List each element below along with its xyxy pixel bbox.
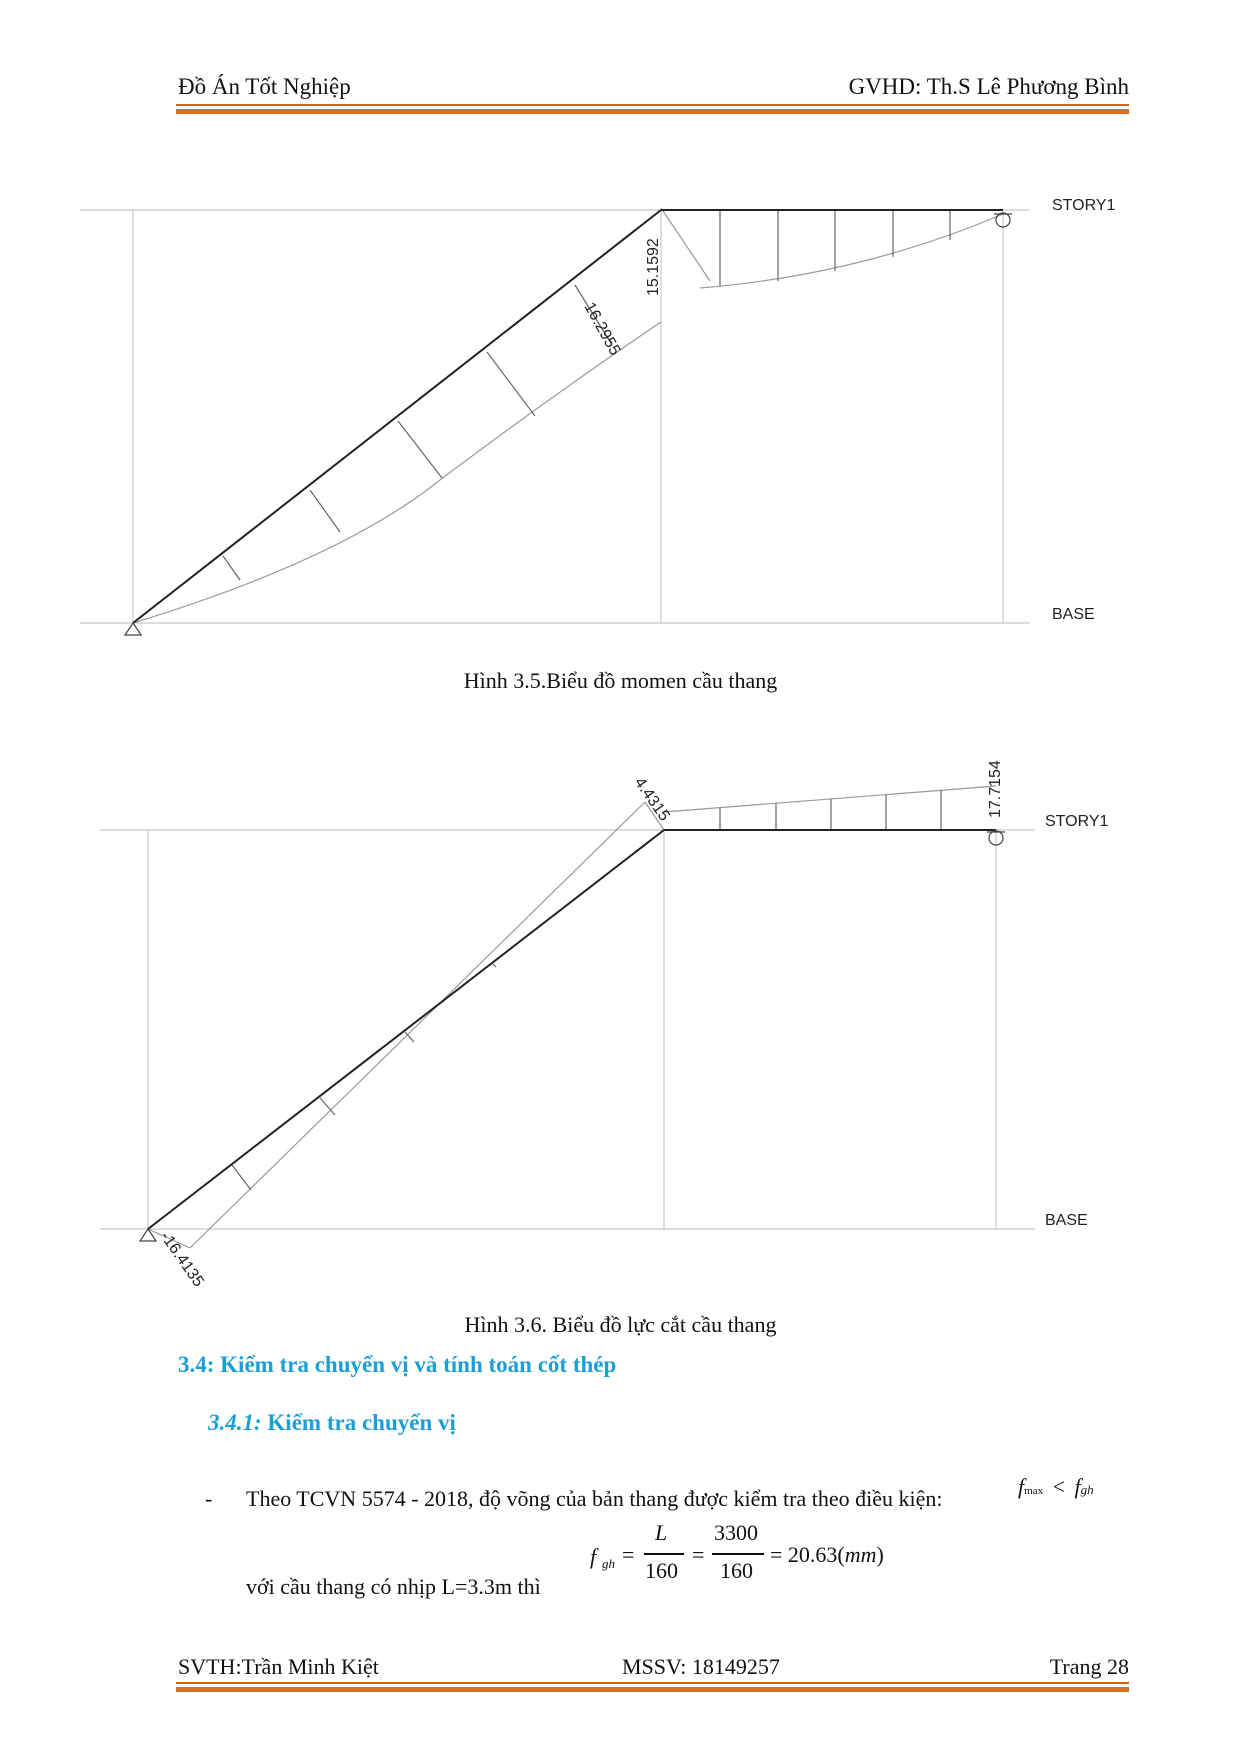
footer-student: SVTH:Trần Minh Kiệt <box>178 1654 379 1679</box>
header-title: Đồ Án Tốt Nghiệp <box>178 74 351 99</box>
subsection-heading <box>208 1410 456 1436</box>
list-dash: - <box>205 1486 213 1511</box>
deflection-limit-equation <box>588 1518 908 1588</box>
fig2-value-top-right: 17.7154 <box>987 760 1004 818</box>
fig2-value-bottom: -16.4135 <box>156 1228 207 1291</box>
cond-f: f <box>1018 1474 1025 1499</box>
eq-numerator-3300: 3300 <box>714 1520 758 1545</box>
section-heading <box>178 1352 616 1378</box>
footer-page-number: Trang 28 <box>1049 1654 1129 1679</box>
cond-f2: f <box>1074 1474 1081 1499</box>
eq-result <box>770 1542 884 1568</box>
eq-equals-2: = <box>692 1542 705 1567</box>
eq-fraction-bar-1 <box>644 1553 684 1555</box>
eq-denominator-160b: 160 <box>720 1558 753 1583</box>
fig2-value-top-left: 4.4315 <box>630 774 673 825</box>
body-line-2: với cầu thang có nhịp L=3.3m thì <box>246 1574 541 1599</box>
fig1-value-top: 15.1592 <box>645 238 662 296</box>
shear-diagram <box>0 740 1241 1300</box>
fig1-value-slope: 16.2955 <box>580 299 624 359</box>
section-heading-text: Kiểm tra chuyển vị và tính toán cốt thép <box>214 1352 617 1377</box>
eq-gh: gh <box>602 1556 615 1571</box>
eq-unit: mm <box>844 1542 877 1567</box>
figure2-caption: Hình 3.6. Biểu đồ lực cắt cầu thang <box>464 1312 777 1337</box>
footer-student-id: MSSV: 18149257 <box>622 1654 780 1679</box>
section-heading-number: 3.4: <box>178 1352 215 1377</box>
eq-result-value: = 20.63( <box>770 1542 845 1567</box>
eq-close: ) <box>876 1542 884 1567</box>
subsection-heading-number: 3.4.1: <box>208 1410 262 1435</box>
body-line-1: Theo TCVN 5574 - 2018, độ võng của bản thang được kiểm tra theo điều kiện: <box>246 1486 943 1511</box>
eq-equals-1: = <box>622 1542 635 1567</box>
header-rule-thin <box>176 104 1129 106</box>
eq-numerator-L: L <box>655 1520 668 1545</box>
eq-fraction-bar-2 <box>712 1553 764 1555</box>
fig2-story-label: STORY1 <box>1045 813 1109 830</box>
figure1-caption: Hình 3.5.Biểu đồ momen cầu thang <box>463 668 778 693</box>
footer-rule-thin <box>176 1682 1129 1684</box>
header-supervisor: GVHD: Th.S Lê Phương Bình <box>848 74 1129 99</box>
deflection-condition <box>1018 1474 1094 1500</box>
eq-denominator-160a: 160 <box>645 1558 678 1583</box>
moment-diagram <box>0 180 1241 650</box>
header-rule-thick <box>176 109 1129 114</box>
fig2-base-label: BASE <box>1045 1212 1088 1229</box>
fig1-story-label: STORY1 <box>1052 197 1116 214</box>
cond-gh: gh <box>1080 1482 1094 1497</box>
subsection-heading-text: Kiểm tra chuyển vị <box>261 1410 456 1435</box>
cond-less-than: < <box>1052 1474 1065 1499</box>
footer-rule-thick <box>176 1687 1129 1692</box>
fig1-base-label: BASE <box>1052 606 1095 623</box>
cond-max: max <box>1024 1485 1044 1497</box>
eq-f: f <box>590 1544 597 1569</box>
